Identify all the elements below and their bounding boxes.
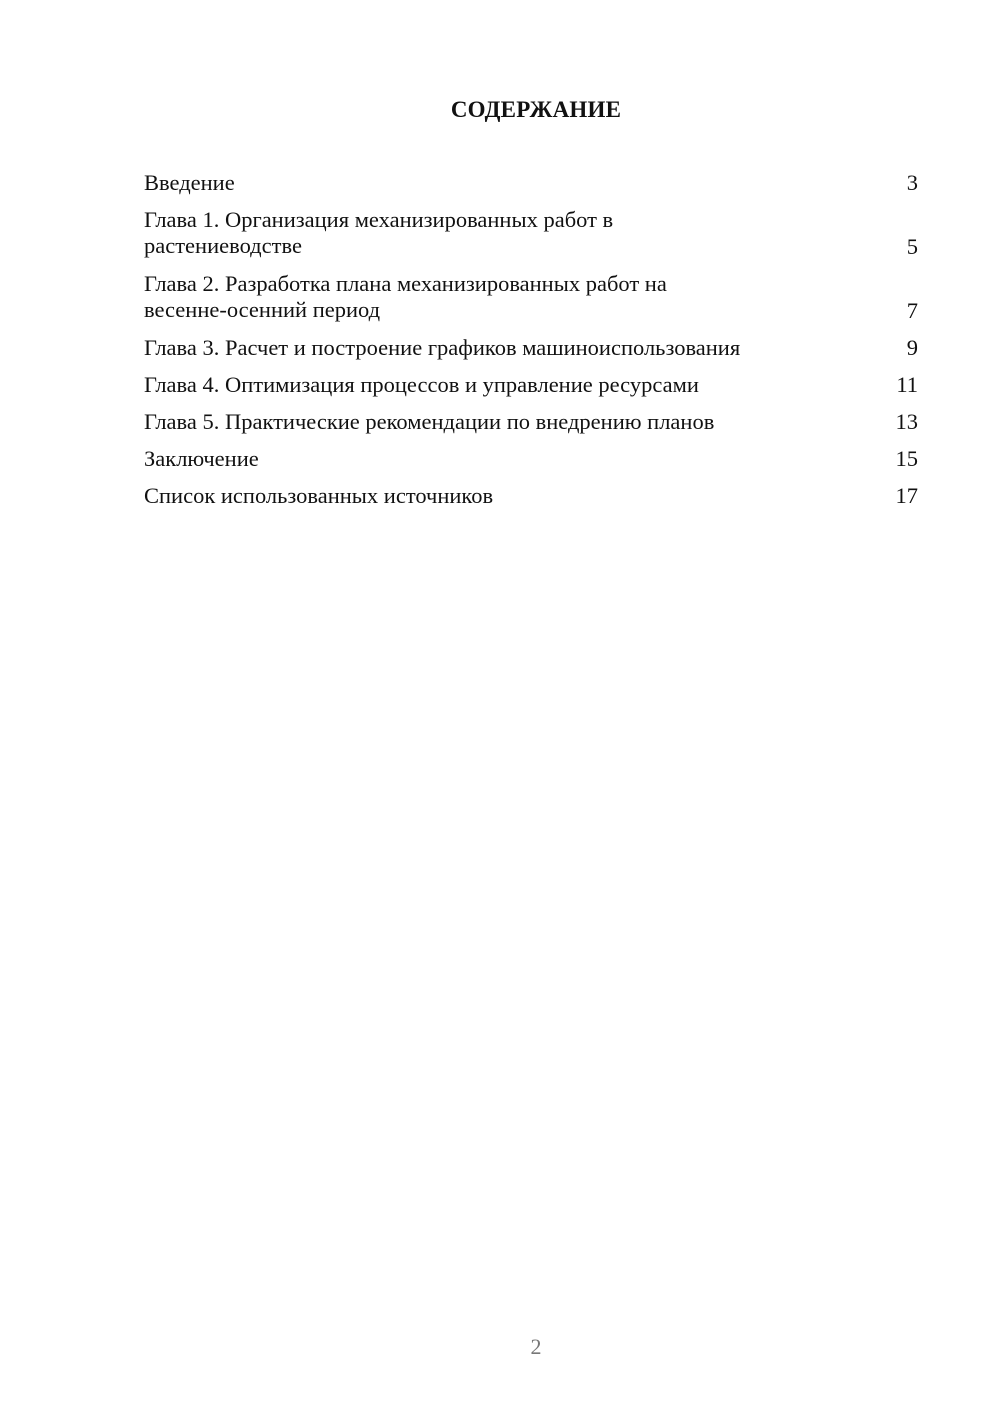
- toc-entry-page: 17: [895, 483, 918, 508]
- table-of-contents: [144, 170, 918, 520]
- toc-entry-label: Глава 1. Организация механизированных работ в растениеводстве: [144, 207, 614, 258]
- toc-entry-label: Глава 3. Расчет и построение графиков машиноиспользования: [144, 335, 741, 360]
- toc-entry-label: Список использованных источников: [144, 483, 494, 508]
- toc-entry-label: Глава 5. Практические рекомендации по внедрению планов: [144, 409, 715, 434]
- toc-entry-page: 5: [906, 234, 918, 259]
- toc-entry-label: Заключение: [144, 446, 259, 471]
- toc-entry-label: Глава 2. Разработка плана механизированных работ на весенне-осенний период: [144, 271, 667, 322]
- page-number: 2: [530, 1334, 542, 1359]
- toc-entry-page: 3: [906, 170, 918, 195]
- toc-entry-label: Глава 4. Оптимизация процессов и управление ресурсами: [144, 372, 699, 397]
- toc-entry-chapter-3: [144, 335, 918, 372]
- toc-entry-page: 15: [895, 446, 918, 471]
- toc-entry-page: 7: [906, 298, 918, 323]
- toc-entry-chapter-1: [144, 207, 918, 271]
- toc-entry-introduction: [144, 170, 918, 207]
- toc-entry-page: 11: [896, 372, 918, 397]
- toc-entry-page: 13: [895, 409, 918, 434]
- toc-title: СОДЕРЖАНИЕ: [450, 97, 622, 122]
- toc-entry-chapter-4: [144, 372, 918, 409]
- toc-entry-chapter-5: [144, 409, 918, 446]
- toc-entry-label: Введение: [144, 170, 235, 195]
- toc-entry-references: [144, 483, 918, 520]
- toc-entry-page: 9: [906, 335, 918, 360]
- toc-entry-conclusion: [144, 446, 918, 483]
- toc-entry-chapter-2: [144, 271, 918, 335]
